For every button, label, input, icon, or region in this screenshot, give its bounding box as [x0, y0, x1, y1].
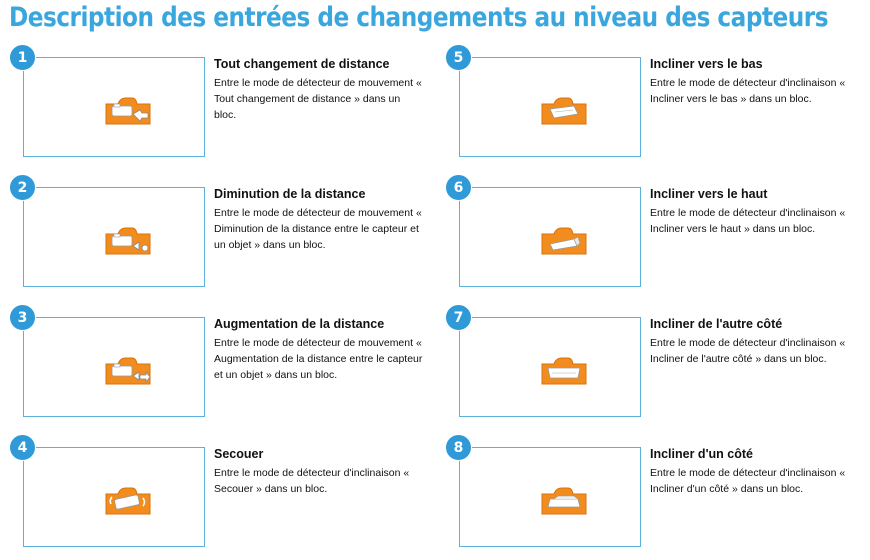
item-heading: Incliner vers le bas	[650, 57, 763, 71]
block-frame	[459, 317, 641, 417]
tilt-one-side-icon	[540, 486, 588, 516]
step-number-badge: 5	[445, 44, 472, 71]
tilt-sensor-shake-icon	[104, 486, 152, 516]
motion-sensor-decrease-icon	[104, 226, 152, 256]
item-description: Entre le mode de détecteur de mouvement « Tout changement de distance » dans un bloc.	[214, 77, 422, 121]
item-description: Entre le mode de détecteur de mouvement « Diminution de la distance entre le capteur et un objet » dans un bloc.	[214, 207, 422, 251]
item-heading: Incliner vers le haut	[650, 187, 768, 201]
block-frame	[23, 447, 205, 547]
block-frame	[23, 57, 205, 157]
item-description: Entre le mode de détecteur d'inclinaison « Secouer » dans un bloc.	[214, 467, 410, 495]
item-description: Entre le mode de détecteur d'inclinaison « Incliner de l'autre côté » dans un bloc.	[650, 337, 846, 365]
item-heading: Incliner d'un côté	[650, 447, 753, 461]
item-description: Entre le mode de détecteur d'inclinaison « Incliner vers le haut » dans un bloc.	[650, 207, 846, 235]
item-heading: Secouer	[214, 447, 264, 461]
block-frame	[23, 187, 205, 287]
motion-sensor-any-change-icon	[104, 96, 152, 126]
item-3	[9, 304, 429, 424]
item-description: Entre le mode de détecteur d'inclinaison « Incliner d'un côté » dans un bloc.	[650, 467, 846, 495]
item-heading: Tout changement de distance	[214, 57, 390, 71]
item-7	[445, 304, 865, 424]
item-2	[9, 174, 429, 294]
block-frame	[459, 187, 641, 287]
motion-sensor-increase-icon	[104, 356, 152, 386]
step-number-badge: 8	[445, 434, 472, 461]
item-description: Entre le mode de détecteur d'inclinaison « Incliner vers le bas » dans un bloc.	[650, 77, 846, 105]
item-6	[445, 174, 865, 294]
block-frame	[23, 317, 205, 417]
tilt-down-icon	[540, 96, 588, 126]
page-title: Description des entrées de changements au niveau des capteurs	[9, 2, 829, 33]
step-number-badge: 1	[9, 44, 36, 71]
item-heading: Diminution de la distance	[214, 187, 366, 201]
item-5	[445, 44, 865, 164]
step-number-badge: 2	[9, 174, 36, 201]
block-frame	[459, 57, 641, 157]
item-description: Entre le mode de détecteur de mouvement « Augmentation de la distance entre le capteur et un objet » dans un bloc.	[214, 337, 423, 381]
item-8	[445, 434, 865, 554]
step-number-badge: 3	[9, 304, 36, 331]
item-1	[9, 44, 429, 164]
step-number-badge: 7	[445, 304, 472, 331]
step-number-badge: 6	[445, 174, 472, 201]
step-number-badge: 4	[9, 434, 36, 461]
tilt-up-icon	[540, 226, 588, 256]
block-frame	[459, 447, 641, 547]
item-4	[9, 434, 429, 554]
tilt-other-side-icon	[540, 356, 588, 386]
item-heading: Incliner de l'autre côté	[650, 317, 783, 331]
item-heading: Augmentation de la distance	[214, 317, 385, 331]
